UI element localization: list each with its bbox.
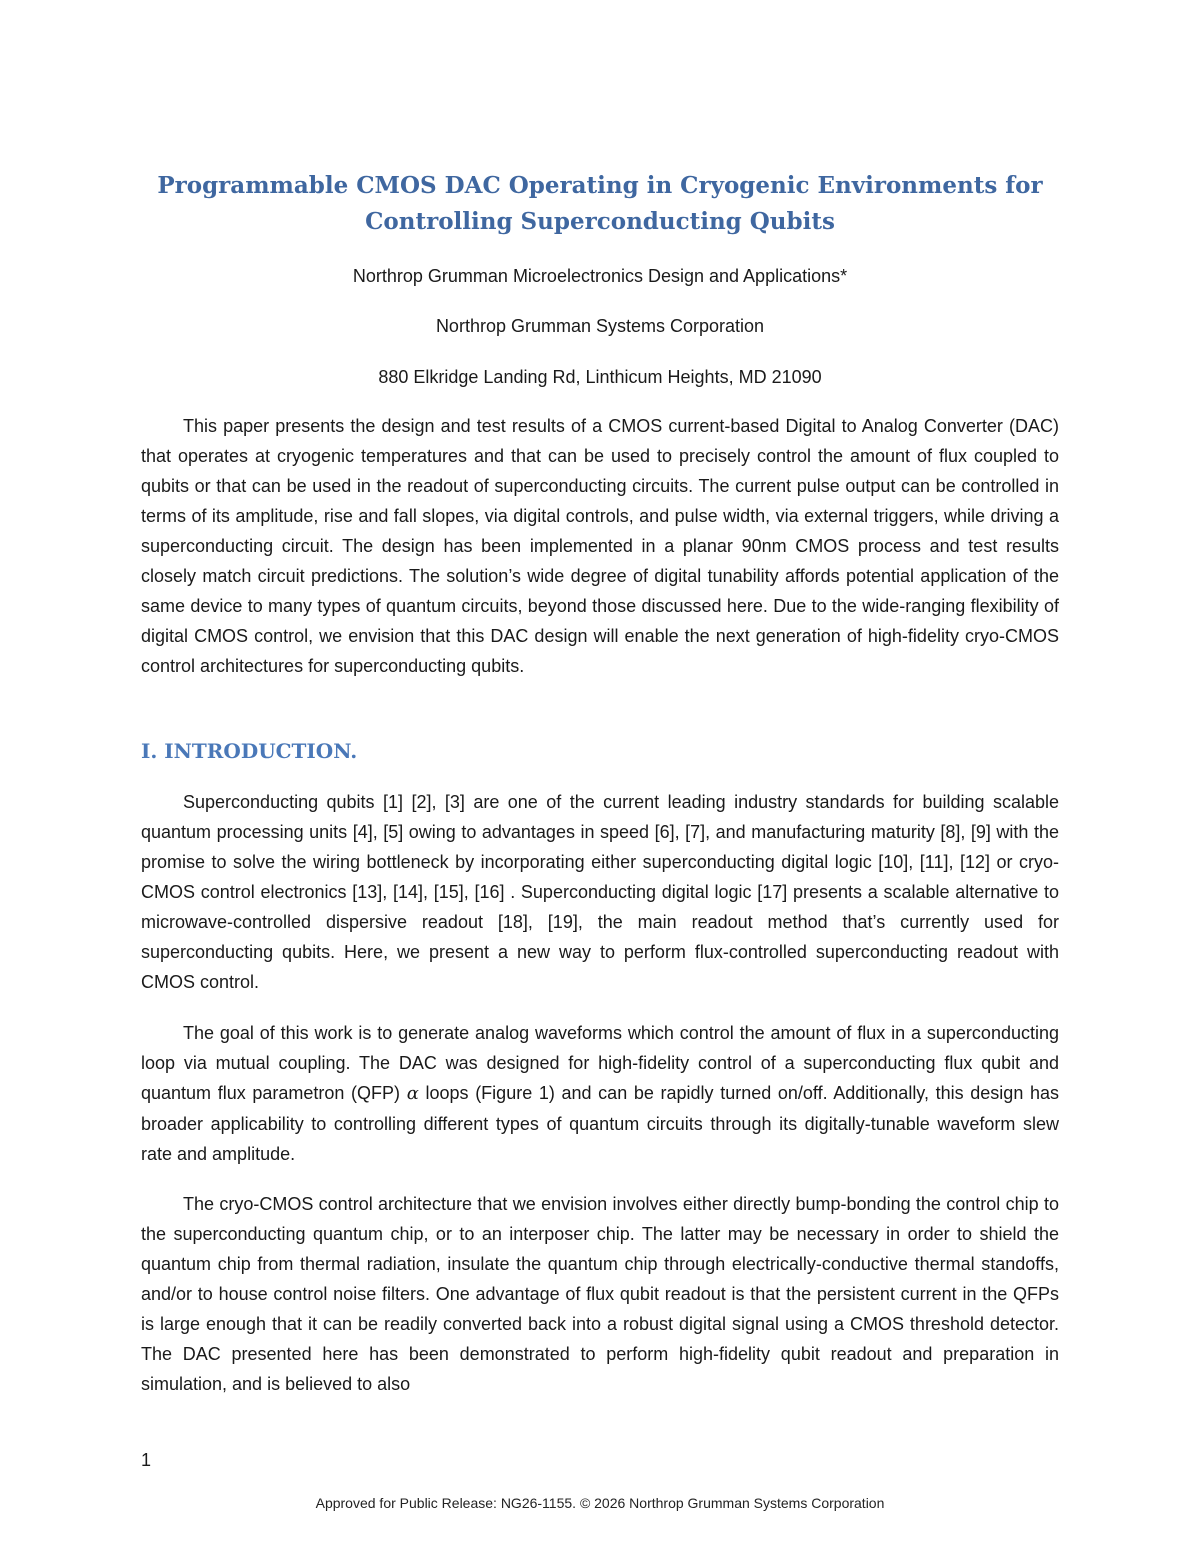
paper-title-line-2: Controlling Superconducting Qubits bbox=[365, 208, 835, 235]
alpha-symbol: α bbox=[406, 1083, 419, 1104]
author-organization: Northrop Grumman Systems Corporation bbox=[435, 316, 765, 336]
intro-paragraph-3: The cryo-CMOS control architecture that we envision involves either directly bump-bonding the control chip to the superconducting quantum chip, or to an interposer chip. The latter may be necessary in order to shield the quantum chip from thermal radiation, insulate the quantum chip through electrically-conductive thermal standoffs, and/or to house control noise filters. One advantage of flux qubit readout is that the persistent current in the QFPs is large enough that it can be readily converted back into a robust digital signal using a CMOS threshold detector. The DAC presented here has been demonstrated to perform high-fidelity qubit readout and preparation in simulation, and is believed to also bbox=[141, 1194, 1059, 1394]
abstract-paragraph: This paper presents the design and test results of a CMOS current-based Digital to Analog Converter (DAC) that operates at cryogenic temperatures and that can be used to precisely control the amount of flux coupled to qubits or that can be used in the readout of superconducting circuits. The current pulse output can be controlled in terms of its amplitude, rise and fall slopes, via digital controls, and pulse width, via external triggers, while driving a superconducting circuit. The design has been implemented in a planar 90nm CMOS process and test results closely match circuit predictions. The solution’s wide degree of digital tunability affords potential application of the same device to many types of quantum circuits, beyond those discussed here. Due to the wide-ranging flexibility of digital CMOS control, we envision that this DAC design will enable the next generation of high-fidelity cryo-CMOS control architectures for superconducting qubits. bbox=[141, 416, 1059, 676]
footer-release-notice: Approved for Public Release: NG26-1155. © 2026 Northrop Grumman Systems Corporation bbox=[315, 1495, 885, 1511]
intro-paragraph-1: Superconducting qubits [1] [2], [3] are one of the current leading industry standards for building scalable quantum processing units [4], [5] owing to advantages in speed [6], [7], and manufacturing maturity [8], [9] with the promise to solve the wiring bottleneck by incorporating either superconducting digital logic [10], [11], [12] or cryo-CMOS control electronics [13], [14], [15], [16] . Superconducting digital logic [17] presents a scalable alternative to microwave-controlled dispersive readout [18], [19], the main readout method that’s currently used for superconducting qubits. Here, we present a new way to perform flux-controlled superconducting readout with CMOS control. bbox=[141, 792, 1059, 992]
intro-paragraph-2 bbox=[141, 1018, 1059, 1169]
intro-paragraph-2-text-b: loops (Figure 1) and can be rapidly turned on/off. Additionally, this design has broader applicability to controlling different types of quantum circuits through its digitally-tunable waveform slew rate and amplitude. bbox=[141, 1083, 1059, 1164]
intro-paragraph-2-text-a: The goal of this work is to generate analog waveforms which control the amount of flux in a superconducting loop via mutual coupling. The DAC was designed for high-fidelity control of a superconducting flux qubit and quantum flux parametron (QFP) bbox=[141, 1023, 1059, 1103]
paper-title bbox=[120, 168, 1080, 240]
section-heading-introduction: I. INTRODUCTION. bbox=[141, 739, 358, 763]
paper-title-line-1: Programmable CMOS DAC Operating in Cryogenic Environments for bbox=[157, 172, 1043, 199]
author-affiliation: Northrop Grumman Microelectronics Design and Applications* bbox=[352, 266, 848, 286]
page-number: 1 bbox=[141, 1450, 152, 1470]
author-address: 880 Elkridge Landing Rd, Linthicum Heights, MD 21090 bbox=[378, 367, 822, 387]
